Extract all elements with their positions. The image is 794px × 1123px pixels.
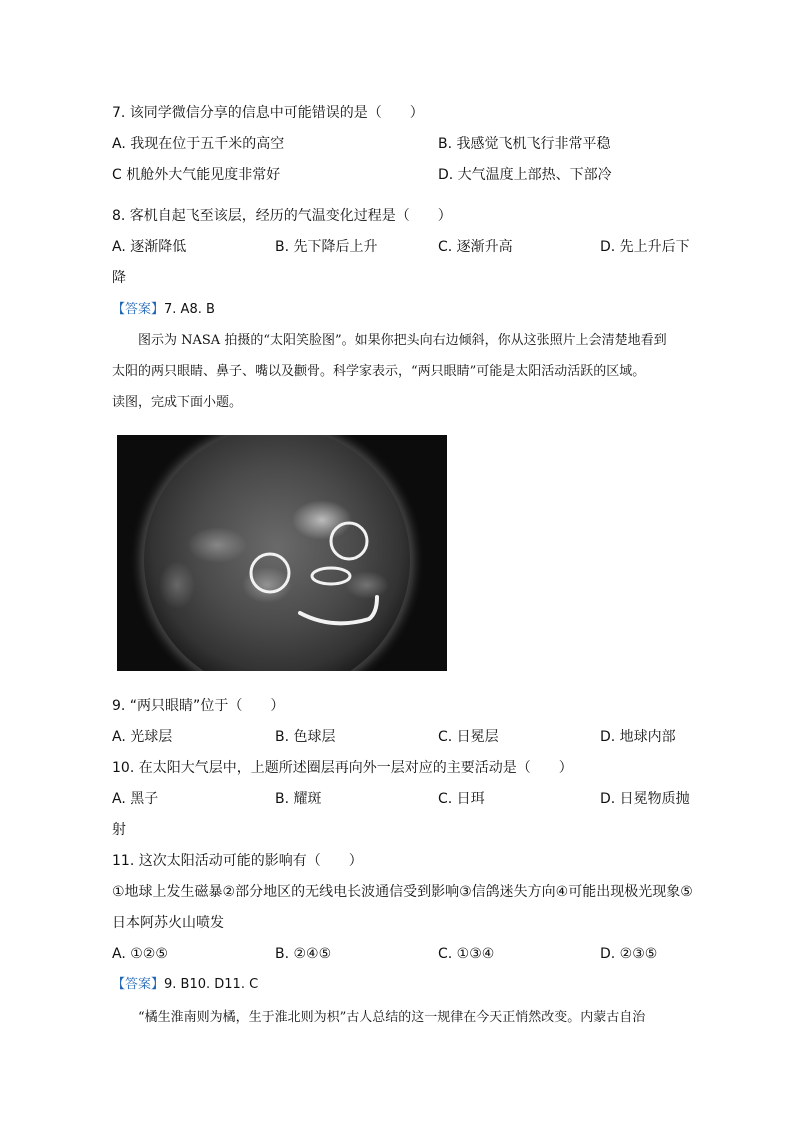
question-7-option-a: A. 我现在位于五千米的高空 — [112, 136, 285, 152]
answer-text: 7. A8. B — [164, 302, 215, 317]
question-10-option-b: B. 耀斑 — [275, 791, 322, 807]
sun-disk — [144, 435, 410, 671]
question-11-items-line-2: 日本阿苏火山喷发 — [112, 915, 224, 931]
passage-orange — [112, 1002, 698, 1033]
question-8-stem: 8. 客机自起飞至该层，经历的气温变化过程是（ ） — [112, 208, 452, 224]
sun-smile-image — [117, 435, 447, 671]
passage-line: 读图，完成下面小题。 — [112, 395, 243, 410]
question-7-option-c: C 机舱外大气能见度非常好 — [112, 167, 281, 183]
bright-region — [159, 561, 195, 609]
question-7-option-b: B. 我感觉飞机飞行非常平稳 — [438, 136, 611, 152]
answer-block-1 — [112, 300, 215, 320]
bright-region — [187, 527, 247, 563]
question-10-stem: 10. 在太阳大气层中，上题所述圈层再向外一层对应的主要活动是（ ） — [112, 760, 573, 776]
question-11-stem: 11. 这次太阳活动可能的影响有（ ） — [112, 853, 363, 869]
question-8-option-d: D. 先上升后下 — [600, 239, 690, 255]
answer-block-2 — [112, 975, 258, 995]
passage-line: 图示为 NASA 拍摄的“太阳笑脸图”。如果你把头向右边倾斜，你从这张照片上会清楚地看到 — [138, 333, 667, 348]
question-9-stem: 9. “两只眼睛”位于（ ） — [112, 698, 285, 714]
question-10-option-d-wrap: 射 — [112, 822, 126, 838]
question-7-stem: 7. 该同学微信分享的信息中可能错误的是（ ） — [112, 105, 424, 121]
question-8-option-c: C. 逐渐升高 — [438, 239, 513, 255]
question-10-option-d: D. 日冕物质抛 — [600, 791, 690, 807]
question-7-option-d: D. 大气温度上部热、下部冷 — [438, 167, 612, 183]
question-9-option-d: D. 地球内部 — [600, 729, 676, 745]
question-8-option-a: A. 逐渐降低 — [112, 239, 187, 255]
answer-tag: 【答案】 — [112, 302, 165, 317]
answer-tag: 【答案】 — [112, 977, 165, 992]
question-11-option-b: B. ②④⑤ — [275, 946, 332, 962]
question-9-option-c: C. 日冕层 — [438, 729, 499, 745]
question-11-items-line-1: ①地球上发生磁暴②部分地区的无线电长波通信受到影响③信鸽迷失方向④可能出现极光现象⑤ — [112, 884, 693, 900]
question-10-option-c: C. 日珥 — [438, 791, 485, 807]
bright-region — [292, 500, 352, 540]
question-8-option-d-wrap: 降 — [112, 270, 126, 286]
question-10-option-a: A. 黑子 — [112, 791, 159, 807]
question-9-option-a: A. 光球层 — [112, 729, 173, 745]
passage-line: “橘生淮南则为橘，生于淮北则为枳”古人总结的这一规律在今天正悄然改变。内蒙古自治 — [138, 1010, 646, 1025]
passage-line: 太阳的两只眼睛、鼻子、嘴以及颧骨。科学家表示，“两只眼睛”可能是太阳活动活跃的区域。 — [112, 364, 646, 379]
question-11-option-d: D. ②③⑤ — [600, 946, 658, 962]
question-11-option-c: C. ①③④ — [438, 946, 495, 962]
question-11-option-a: A. ①②⑤ — [112, 946, 168, 962]
question-9-option-b: B. 色球层 — [275, 729, 336, 745]
question-8-option-b: B. 先下降后上升 — [275, 239, 378, 255]
bright-region — [345, 571, 389, 599]
passage-sun-smile — [112, 325, 698, 418]
answer-text: 9. B10. D11. C — [164, 977, 259, 992]
